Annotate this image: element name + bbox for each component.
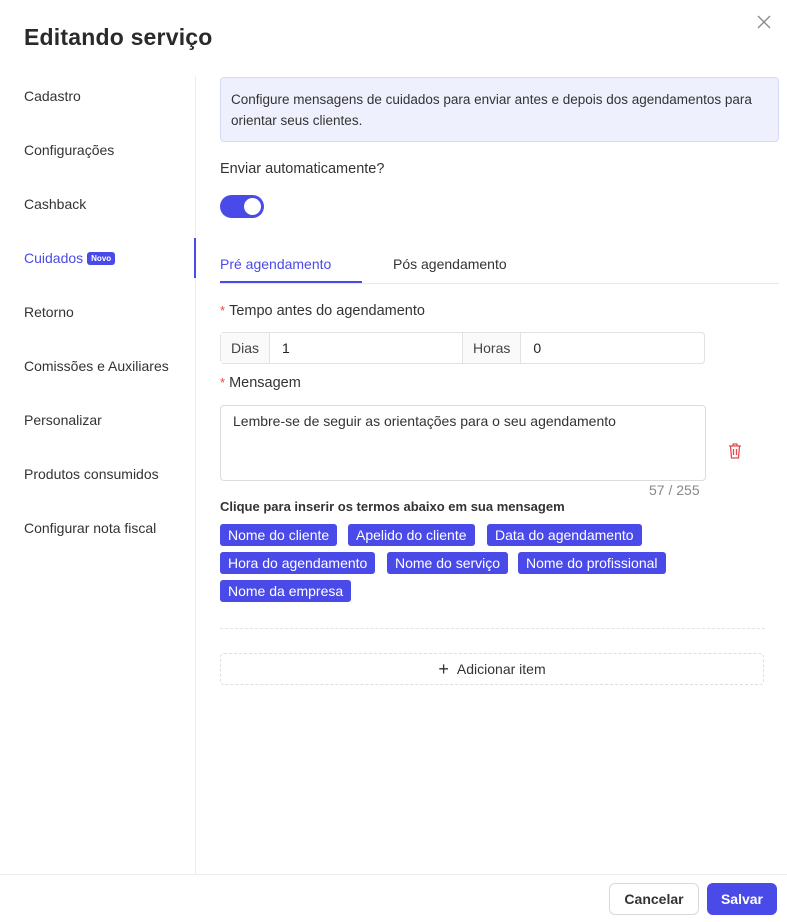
sidebar-item-cashback[interactable]: Cashback	[24, 196, 87, 212]
sidebar-item-comissoes[interactable]: Comissões e Auxiliares	[24, 358, 169, 374]
tab-pre-agendamento[interactable]: Pré agendamento	[220, 256, 332, 272]
add-item-button[interactable]	[220, 653, 764, 685]
sidebar-item-label: Cuidados	[24, 250, 84, 266]
sidebar-item-configuracoes[interactable]: Configurações	[24, 142, 115, 158]
trash-icon[interactable]	[727, 442, 743, 460]
days-addon: Dias	[221, 333, 269, 363]
term-chip-nome-empresa[interactable]: Nome da empresa	[220, 580, 351, 602]
term-chip-nome-servico[interactable]: Nome do serviço	[387, 552, 508, 574]
modal-title: Editando serviço	[24, 24, 213, 50]
time-label-text: Tempo antes do agendamento	[229, 303, 425, 319]
term-chip-nome-cliente[interactable]: Nome do cliente	[220, 524, 337, 546]
sidebar-active-indicator	[194, 238, 196, 278]
term-chip-hora-agendamento[interactable]: Hora do agendamento	[220, 552, 375, 574]
new-badge: Novo	[87, 252, 115, 265]
sidebar-item-cuidados[interactable]	[24, 250, 115, 266]
hours-input[interactable]: 0	[520, 333, 704, 363]
char-counter: 57 / 255	[649, 482, 700, 498]
terms-hint: Clique para inserir os termos abaixo em sua mensagem	[220, 499, 565, 514]
message-label	[220, 375, 301, 391]
sidebar-nav	[0, 76, 196, 874]
sidebar-item-cadastro[interactable]: Cadastro	[24, 88, 81, 104]
save-button[interactable]: Salvar	[707, 883, 777, 915]
term-chip-nome-profissional[interactable]: Nome do profissional	[518, 552, 666, 574]
tab-pos-agendamento[interactable]: Pós agendamento	[393, 256, 507, 272]
hours-addon: Horas	[462, 333, 520, 363]
cancel-button[interactable]: Cancelar	[609, 883, 699, 915]
message-label-text: Mensagem	[229, 375, 301, 391]
info-alert: Configure mensagens de cuidados para enviar antes e depois dos agendamentos para orientar seus clientes.	[220, 77, 779, 142]
term-chip-data-agendamento[interactable]: Data do agendamento	[487, 524, 642, 546]
divider	[220, 628, 765, 629]
term-chip-apelido-cliente[interactable]: Apelido do cliente	[348, 524, 475, 546]
toggle-knob	[244, 198, 261, 215]
add-item-label: Adicionar item	[456, 661, 546, 677]
tab-bar	[220, 246, 779, 284]
required-mark: *	[220, 375, 226, 390]
time-label	[220, 303, 425, 319]
plus-icon: +	[438, 659, 449, 679]
time-input-group	[220, 332, 705, 364]
message-textarea[interactable]: Lembre-se de seguir as orientações para o seu agendamento	[220, 405, 706, 481]
sidebar-item-retorno[interactable]: Retorno	[24, 304, 74, 320]
auto-send-toggle[interactable]	[220, 195, 264, 218]
required-mark: *	[220, 303, 226, 318]
sidebar-item-personalizar[interactable]: Personalizar	[24, 412, 102, 428]
close-icon[interactable]	[754, 12, 774, 32]
tab-active-indicator	[220, 281, 362, 283]
days-input[interactable]: 1	[269, 333, 462, 363]
sidebar-item-nota-fiscal[interactable]: Configurar nota fiscal	[24, 520, 157, 536]
auto-send-label: Enviar automaticamente?	[220, 161, 385, 177]
sidebar-item-produtos[interactable]: Produtos consumidos	[24, 466, 159, 482]
